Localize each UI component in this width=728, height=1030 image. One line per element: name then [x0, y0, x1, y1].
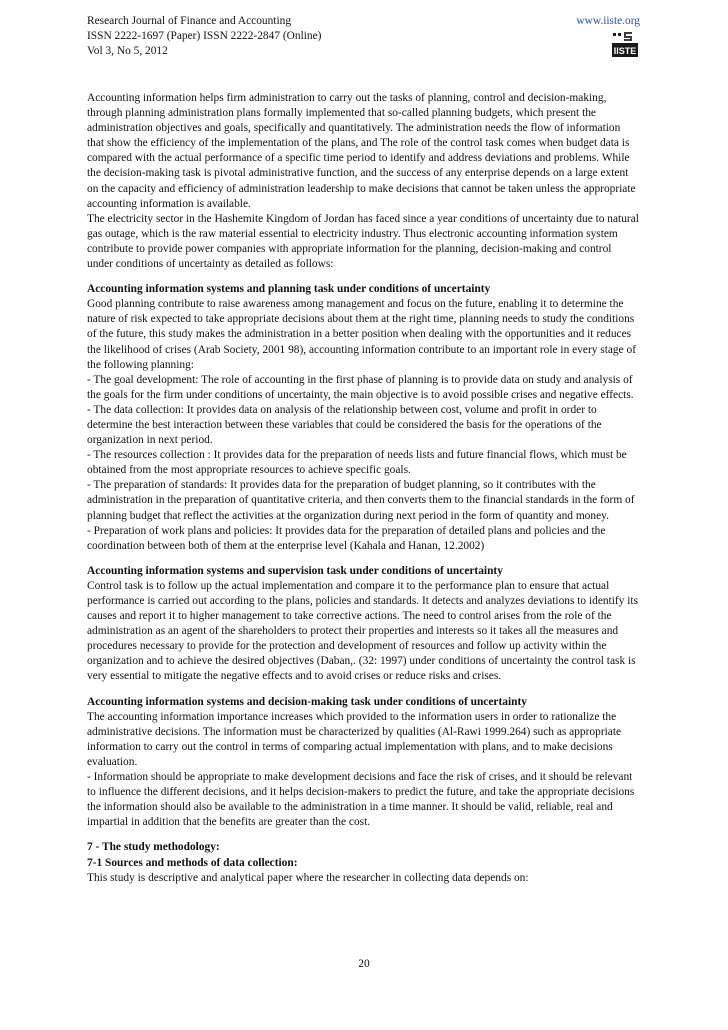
list-item: - The resources collection : It provides data for the preparation of needs lists and future financial flows, which must be obtained from the most appropriate resources to achieve specific goals.: [87, 449, 627, 477]
list-item: - The goal development: The role of accounting in the first phase of planning is to provide data on study and analysis of the goals for the firm under conditions of uncertainty, the main objective is to avoid possible crises and negative effects.: [87, 373, 634, 401]
list-item: - The data collection: It provides data on analysis of the relationship between cost, volume and profit in order to determine the best interaction between these variables that could be considered the basis for the operations of the organization in next period.: [87, 403, 602, 447]
section-heading-planning: Accounting information systems and planning task under conditions of uncertainty: [87, 283, 491, 296]
list-item: - The preparation of standards: It provides data for the preparation of budget planning, so it contributes with the administration in the preparation of quantitative criteria, and then converts them to the financial standards in the form of planning budget that reflect the activities at the organization during next period in the form of quantity and money.: [87, 479, 635, 522]
journal-url-link[interactable]: www.iiste.org: [576, 15, 640, 27]
section-heading-methodology: 7 - The study methodology:: [87, 841, 220, 854]
supervision-paragraph: Control task is to follow up the actual implementation and compare it to the performance plan to ensure that actual performance is carried out according to the plans, policies and standards. It detects and analyzes deviations to identify its causes and report it to higher management to take corrective actions. The need to control arises from the role of the administration as an agent of the shareholders to protect their properties and interests so it takes all the measures and procedures necessary to provide for the protection and development of resources and follow up activity within the organization and to achieve the desired objectives (Daban,. (32: 1997) under conditions of uncertainty the control task is very essential to mitigate the negative effects and to avoid crises or reduce risks and crises.: [87, 579, 638, 683]
svg-text:IISTE: IISTE: [613, 46, 637, 56]
section-heading-decision-making: Accounting information systems and decision-making task under conditions of uncertainty: [87, 695, 527, 708]
electricity-paragraph: The electricity sector in the Hashemite Kingdom of Jordan has faced since a year conditions of uncertainty due to natural gas outage, which is the raw material essential to electricity industry. Thus electronic accounting information system contribute to provide power companies with appropriate information for the planning, decision-making and control under conditions of uncertainty as detailed as follows:: [87, 212, 639, 271]
decision-paragraph: The accounting information importance increases which provided to the information users in order to rationalize the administrative decisions. The information must be characterized by qualities (Al-Rawi 1999.264) such as appropriate information to carry out the control in terms of comparing actual implementation with plans, and to make decisions evaluation.: [87, 710, 622, 768]
issn-line: ISSN 2222-1697 (Paper) ISSN 2222-2847 (Online): [87, 30, 322, 42]
journal-name: Research Journal of Finance and Accounting: [87, 15, 292, 27]
list-item: - Information should be appropriate to make development decisions and face the risk of crises, and it should be relevant to influence the different decisions, and it helps decision-makers to predict the future, and take the appropriate decisions the information should also be available to the administration in a time manner. It should be valid, reliable, real and impartial in addition that the benefits are greater than the cost.: [87, 771, 635, 829]
subsection-heading-data-collection: 7-1 Sources and methods of data collection:: [87, 856, 298, 869]
list-item: - Preparation of work plans and policies: It provides data for the preparation of detailed plans and policies and the coordination between both of them at the enterprise level (Kahala and Hanan, 12.2002): [87, 524, 606, 552]
article-body: [87, 91, 640, 886]
volume-line: Vol 3, No 5, 2012: [87, 45, 168, 57]
page-number: 20: [358, 958, 370, 970]
methodology-paragraph: This study is descriptive and analytical paper where the researcher in collecting data depends on:: [87, 871, 529, 884]
page-header: [87, 14, 640, 91]
section-heading-supervision: Accounting information systems and supervision task under conditions of uncertainty: [87, 564, 503, 577]
page: [87, 14, 640, 886]
planning-paragraph: Good planning contribute to raise awareness among management and focus on the future, enabling it to determine the nature of risk expected to take appropriate decisions about them at the right time, planning needs to study the conditions of the future, this study makes the administration in a better position when dealing with the opportunities and it reduces the likelihood of crises (Arab Society, 2001 98), accounting information contribute to an important role in every stage of the following planning:: [87, 298, 637, 371]
iiste-logo-icon: [612, 31, 638, 57]
intro-paragraph: Accounting information helps firm administration to carry out the tasks of planning, control and decision-making, through planning administration plans formally implemented that so-called planning budgets, which present the administration objectives and goals, specifically and quantitatively. The administration needs the flow of information that show the efficiency of the implementation of the plans, and The role of the control task comes when budget data is compared with the actual performance of a specific time period to identify and address deviations and problems. While the decision-making task is pivotal administrative function, and the success of any enterprise depends on a large extent on the capacity and efficiency of administration leadership to make decisions that cannot be taken unless the appropriate accounting information is available.: [87, 92, 636, 210]
